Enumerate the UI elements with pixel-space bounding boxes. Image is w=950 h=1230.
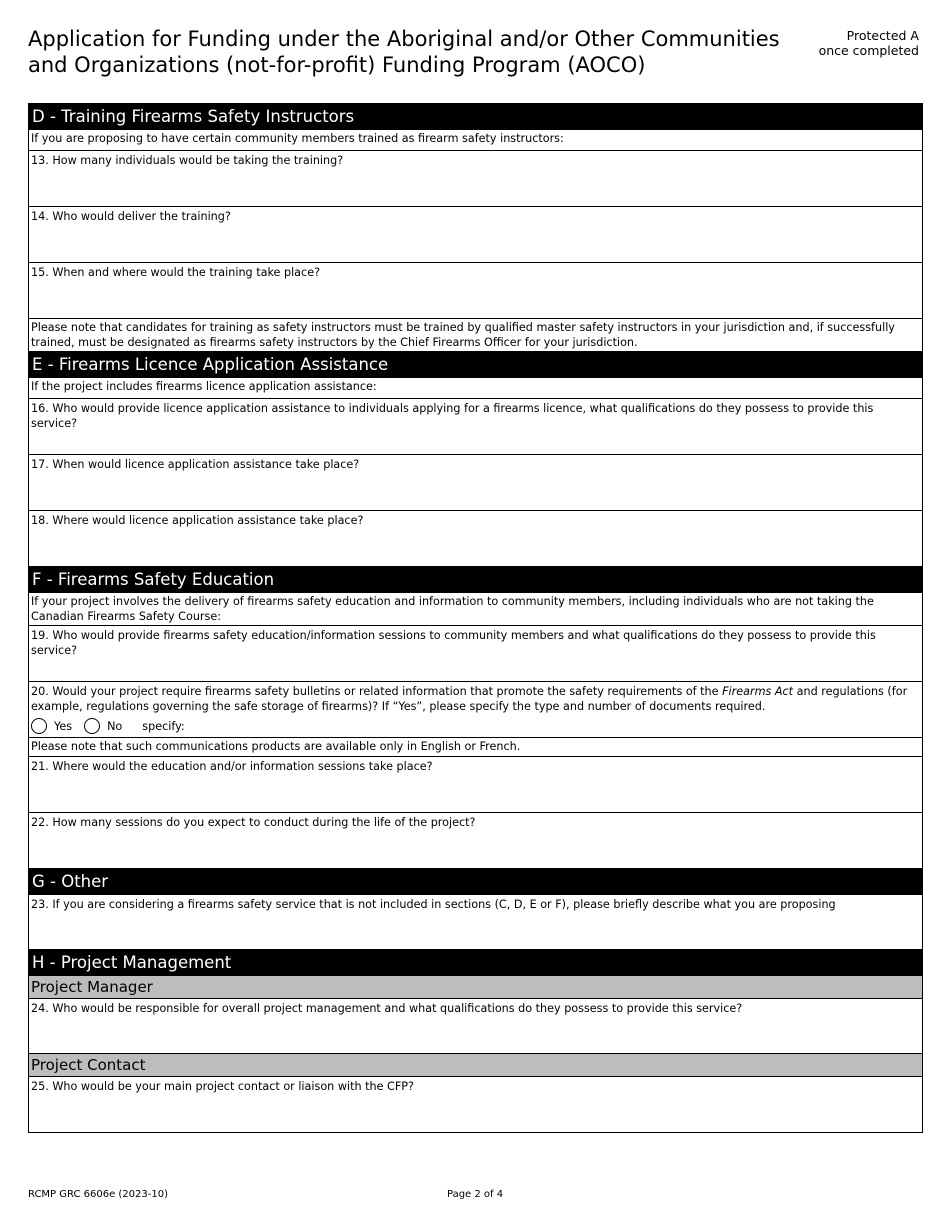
question-20-label: 20. Would your project require firearms safety bulletins or related information that promote the safety requirements of the Firearms Act and regulations (for example, regulations governing the safe storage of firearms)? If “Yes”, please specify the type and number of documents required. — [31, 685, 908, 713]
question-19-field[interactable] — [29, 626, 922, 682]
project-contact-subheader: Project Contact — [29, 1054, 922, 1077]
question-22-field[interactable] — [29, 813, 922, 869]
section-d-note: Please note that candidates for training as safety instructors must be trained by qualified master safety instructors in your jurisdiction and, if successfully trained, must be designated as firearms safety instructors by the Chief Firearms Officer for your jurisdiction. — [29, 319, 922, 352]
application-form — [28, 103, 923, 1133]
project-manager-subheader: Project Manager — [29, 976, 922, 999]
question-14-label: 14. Who would deliver the training? — [31, 210, 231, 223]
section-f-note: Please note that such communications products are available only in English or French. — [29, 738, 922, 757]
question-24-field[interactable] — [29, 999, 922, 1054]
section-d-intro: If you are proposing to have certain community members trained as firearm safety instructors: — [29, 130, 922, 151]
question-15-label: 15. When and where would the training take place? — [31, 266, 321, 279]
question-16-label: 16. Who would provide licence application assistance to individuals applying for a firearms licence, what qualifications do they possess to provide this service? — [31, 402, 874, 430]
question-19-label: 19. Who would provide firearms safety education/information sessions to community members and what qualifications do they possess to provide this service? — [31, 629, 876, 657]
page-number: Page 2 of 4 — [447, 1189, 504, 1200]
question-25-field[interactable] — [29, 1077, 922, 1133]
protected-line-2: once completed — [818, 43, 919, 58]
question-15-field[interactable] — [29, 263, 922, 319]
yes-radio[interactable] — [31, 718, 47, 734]
question-13-label: 13. How many individuals would be taking the training? — [31, 154, 344, 167]
question-23-label: 23. If you are considering a firearms safety service that is not included in sections (C, D, E or F), please briefly describe what you are proposing — [31, 898, 836, 911]
question-23-field[interactable] — [29, 895, 922, 950]
protected-label — [819, 28, 919, 58]
section-f-intro: If your project involves the delivery of firearms safety education and information to community members, including individuals who are not taking the Canadian Firearms Safety Course: — [29, 593, 922, 626]
question-24-label: 24. Who would be responsible for overall project management and what qualifications do they possess to provide this service? — [31, 1002, 743, 1015]
question-20-options — [31, 718, 919, 734]
no-radio[interactable] — [84, 718, 100, 734]
question-21-field[interactable] — [29, 757, 922, 813]
section-h-header: H - Project Management — [29, 950, 922, 976]
question-25-label: 25. Who would be your main project contact or liaison with the CFP? — [31, 1080, 414, 1093]
page-title: Application for Funding under the Aboriginal and/or Other Communities and Organizations (not-for-profit) Funding Program (AOCO) — [28, 27, 780, 77]
question-17-field[interactable] — [29, 455, 922, 511]
form-number: RCMP GRC 6606e (2023-10) — [28, 1189, 168, 1200]
section-e-header: E - Firearms Licence Application Assistance — [29, 352, 922, 378]
question-21-label: 21. Where would the education and/or information sessions take place? — [31, 760, 433, 773]
section-f-header: F - Firearms Safety Education — [29, 567, 922, 593]
specify-label: specify: — [142, 719, 185, 733]
question-14-field[interactable] — [29, 207, 922, 263]
section-d-header: D - Training Firearms Safety Instructors — [29, 104, 922, 130]
question-20-row — [29, 682, 922, 738]
section-g-header: G - Other — [29, 869, 922, 895]
question-13-field[interactable] — [29, 151, 922, 207]
protected-line-1: Protected A — [846, 28, 919, 43]
question-16-field[interactable] — [29, 399, 922, 455]
question-18-label: 18. Where would licence application assistance take place? — [31, 514, 364, 527]
question-18-field[interactable] — [29, 511, 922, 567]
question-22-label: 22. How many sessions do you expect to conduct during the life of the project? — [31, 816, 476, 829]
no-label: No — [107, 719, 123, 733]
yes-label: Yes — [54, 719, 73, 733]
question-17-label: 17. When would licence application assistance take place? — [31, 458, 360, 471]
section-e-intro: If the project includes firearms licence application assistance: — [29, 378, 922, 399]
